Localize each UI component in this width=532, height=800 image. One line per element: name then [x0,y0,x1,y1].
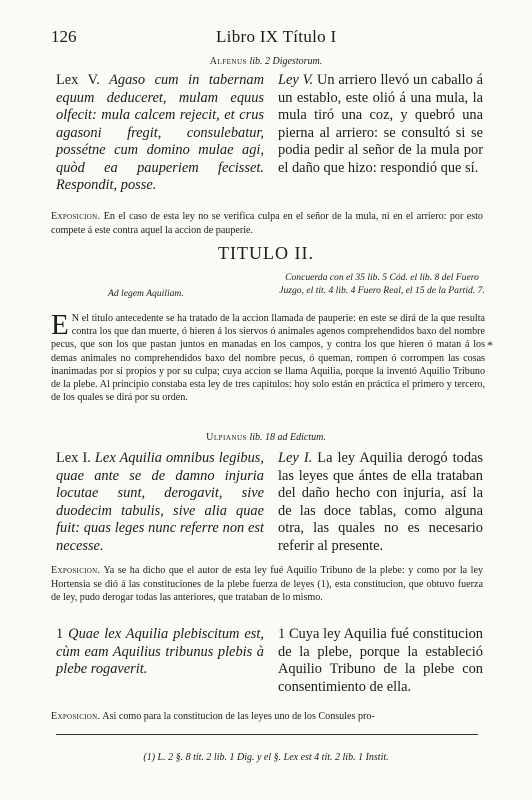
spanish-body: Cuya ley Aquilia fué constitucion de la plebe, porque la estableció Aquilio Tribuno de la plebe con consentimiento de ella. [278,626,483,695]
footnote-rule [56,734,478,735]
spanish-lead: 1 [278,626,286,642]
spanish-text-paragraph-1 [278,626,483,696]
latin-body: Agaso cum in tabernam equum deduceret, mulam equus olfecit: mula calcem rejecit, et crus agasoni fregit, consulebatur, possétne cum domino mulae agi, quòd ea pauperiem fecisset. Respondit, posse. [56,72,264,193]
running-title: Libro IX Título I [216,27,337,46]
spanish-text-ley-v [278,72,483,177]
exposicion-label: Exposicion. [51,565,101,576]
latin-lead: Lex V. [56,72,100,88]
source-ref: lib. 18 ad Edictum. [249,432,326,443]
exposicion-text: En el caso de esta ley no se verifica culpa en el señor de la mula, ni en el arriero: por esto compete á este contra aquel la accion de pauperie. [51,211,483,236]
latin-body: Quae lex Aquilia plebiscitum est, cùm eam Aquilius tribunus plebis à plebe rogaverit. [56,626,264,677]
spanish-text-ley-i [278,450,483,555]
spanish-body: La ley Aquilia derogó todas las leyes que ántes de ella trataban del daño hecho con injuria, así la de las doce tablas, como alguna otra, las quales no es necesario referir al presente. [278,450,483,554]
exposicion-1 [51,210,483,237]
exposicion-label: Exposicion. [51,211,101,222]
intro-text: N el titulo antecedente se ha tratado de la accion llamada de pauperie: en este se dirá de la que resulta contra los que dan muerte, ó hieren á los siervos ó animales agenos comprehendidos baxo del nombre pecus, que son los que pastan juntos en manadas en los campos, y contra los que hieren ó matan á los demas animales no comprehendidos baxo del nombre pecus, ó queman, rompen ó corrompen las cosas inanimadas por sí propios y por su culpa; cuya accion se llama Aquilia, porque la inventó Aquilio Tribuno de la plebe. Al principio constaba esta ley de tres capitulos: hoy solo están en práctica el primero y tercero, de los quales se dirá por su orden. [51,313,485,404]
drop-cap: E [51,309,69,341]
source-citation-alfenus [0,56,532,67]
titulo-heading: TITULO II. [218,243,314,263]
source-citation-ulpianus [0,432,532,443]
concordancia: Concuerda con el 35 lib. 5 Cód. el lib. 8 del Fuero Juzgo, el tit. 4 lib. 4 Fuero Real, el 15 de la Partid. 7. [279,272,485,296]
titulo-introduction [51,309,485,404]
latin-lead: Lex I. [56,450,91,466]
exposicion-3 [51,710,483,724]
spanish-lead: Ley V. [278,72,314,88]
ad-legem-title: Ad legem Aquiliam. [108,288,184,299]
latin-body: Lex Aquilia omnibus legibus, quae ante se de damno injuria locutae sunt, derogavit, sive duodecim tabulis, sive alia quae fuit: quas leges nunc referre non est necesse. [56,450,264,554]
exposicion-text: Ya se ha dicho que el autor de esta ley fué Aquilio Tribuno de la plebe: y como por la ley Hortensia se dió á las constituciones de la plebe fuerza de leyes (1), esta constitucion, que obtuvo fuerza de ley, pudo derogar todas las anteriores, que trataban de lo mismo. [51,565,483,604]
spanish-lead: Ley I. [278,450,313,466]
source-author: Alfenus [209,56,247,67]
latin-lead: 1 [56,626,64,642]
exposicion-label: Exposicion. [51,711,101,722]
source-ref: lib. 2 Digestorum. [249,56,323,67]
page-number: 126 [51,27,77,46]
latin-text-paragraph-1 [56,626,264,679]
spanish-body: Un arriero llevó un caballo á un establo, este olió á una mula, la mula tiró una coz, y quebró una pierna al arriero: se consultó si se podia pedir al señor de la mula por el daño que hizo: respondió que sí. [278,72,483,176]
source-author: Ulpianus [206,432,247,443]
latin-text-lex-v [56,72,264,195]
footnote: (1) L. 2 §. 8 tit. 2 lib. 1 Dig. y el §. Lex est 4 tit. 2 lib. 1 Instit. [143,752,389,763]
exposicion-2 [51,564,483,605]
margin-asterisk: * [487,338,493,352]
exposicion-text: Asi como para la constitucion de las leyes uno de los Consules pro- [102,711,375,722]
latin-text-lex-i [56,450,264,555]
